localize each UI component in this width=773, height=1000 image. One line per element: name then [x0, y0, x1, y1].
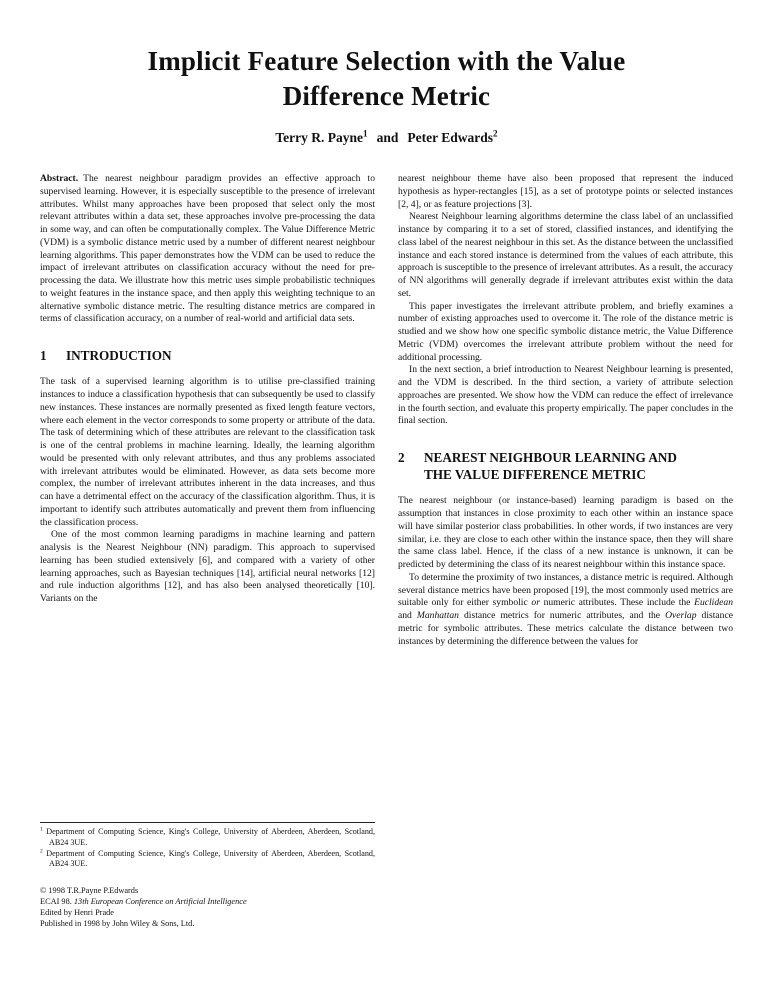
section-1-paragraph-2: One of the most common learning paradigms in machine learning and pattern analysis is the Nearest Neighbour (NN) paradigm. This approach to supervised learning has been studied extensively [6], and compared with a variety of other learning approaches, such as Bayesian techniques [14], artificial neural networks [12] and rule induction algorithms [12], and has also been analysed theoretically [10]. Variants on the: [40, 529, 375, 604]
imprint-publisher-line: Published in 1998 by John Wiley & Sons, Ltd.: [40, 919, 195, 929]
abstract: [40, 173, 375, 326]
abstract-label: Abstract.: [40, 173, 79, 185]
footnote-2-text: Department of Computing Science, King's College, University of Aberdeen, Aberdeen, Scotland, AB24 3UE.: [46, 848, 375, 869]
left-column-footer: [40, 822, 375, 929]
authors-conjunction: and: [376, 130, 399, 146]
author-2: Peter Edwards: [407, 130, 494, 146]
imprint-conference-line: [40, 896, 375, 907]
paragraph-text: distance metrics for numeric attributes, and the: [458, 610, 666, 622]
abstract-text: The nearest neighbour paradigm provides an effective approach to supervised learning. However, it is especially susceptible to the presence of irrelevant attributes. Whilst many approaches have been proposed that select only the most relevant attributes within a data set, these approaches involve pre-processing the data in some way, and can often be computationally complex. The Value Difference Metric (VDM) is a symbolic distance metric used by a number of different nearest neighbour learning algorithms. This paper demonstrates how the VDM can be used to reduce the impact of irrelevant attributes on classification accuracy without the need for pre-processing the data. We illustrate how this metric uses simple probabilistic techniques to weight features in the instance space, and then apply this weighting technique to an alternative symbolic distance metric. The resulting distance metrics are compared in terms of classification accuracy, on a number of real-world and artificial data sets.: [40, 173, 375, 325]
italic-term-or: or: [531, 597, 540, 609]
imprint-copyright-line: © 1998 T.R.Payne P.Edwards: [40, 885, 139, 895]
footnote-2: [40, 849, 375, 870]
footnote-1: [40, 827, 375, 848]
section-1-number: 1: [40, 348, 47, 364]
section-2-paragraph-1: The nearest neighbour (or instance-based) learning paradigm is based on the assumption that instances in close proximity to each other within an instance space will have similar posterior class probabilities. In other words, if two instances are very similar, i.e. they are close to each other within the instance space, then they will share the same class label. Hence, if the class of a new instance is unknown, it can be predicted by determining the class of its nearest neighbour within this instance space.: [398, 495, 733, 571]
paragraph-text: and: [398, 610, 417, 622]
author-1-affiliation-marker: 1: [363, 128, 368, 139]
italic-term-manhattan: Manhattan: [416, 610, 459, 622]
paragraph-text: distance metric for symbolic attributes. These metrics calculate the distance between two instances by determining the difference between the values for: [398, 610, 733, 647]
imprint-block: [40, 885, 375, 929]
left-column: [40, 173, 375, 929]
footnotes-block: [40, 822, 375, 870]
imprint-editor-line: Edited by Henri Prade: [40, 908, 114, 918]
author-2-affiliation-marker: 2: [493, 128, 498, 139]
italic-term-euclidean: Euclidean: [694, 597, 733, 609]
continuation-paragraph: nearest neighbour theme have also been proposed that represent the induced hypothesis as hyper-rectangles [15], as a set of prototype points or selected instances [2, 4], or as feature projections [3].: [398, 173, 733, 210]
right-paragraph-2: This paper investigates the irrelevant attribute problem, and briefly examines a number of existing approaches used to overcome it. The role of the distance metric is studied and we show how one specific symbolic distance metric, the Value Difference Metric (VDM) overcomes the irrelevant attribute problem without the need for additional processing.: [398, 300, 733, 363]
footnote-2-marker: 2: [40, 847, 43, 854]
section-1-heading: [40, 347, 375, 364]
italic-term-overlap: Overlap: [665, 610, 697, 622]
paper-title: [40, 44, 733, 113]
two-column-body: [40, 173, 733, 929]
imprint-conference-prefix: ECAI 98.: [40, 897, 74, 906]
section-2-heading: [398, 449, 733, 483]
paper-title-line-1: Implicit Feature Selection with the Value: [147, 46, 626, 76]
author-1: Terry R. Payne: [275, 130, 364, 146]
paragraph-text: numeric attributes. These include the: [539, 597, 695, 609]
right-paragraph-3: In the next section, a brief introduction to Nearest Neighbour learning is presented, and the VDM is described. In the third section, a variety of attribute selection approaches are presented. We show how the VDM can reduce the effect of irrelevance in the fourth section, and evaluate this property empirically. The paper concludes in the final section.: [398, 364, 733, 427]
authors-line: [40, 130, 733, 146]
section-2-title: NEAREST NEIGHBOUR LEARNING AND THE VALUE DIFFERENCE METRIC: [424, 450, 677, 483]
conference-name-italic: 13th European Conference on Artificial Intelligence: [73, 897, 247, 906]
footnote-1-marker: 1: [40, 826, 43, 833]
section-2-number: 2: [398, 450, 405, 466]
paragraph-text: To determine the proximity of two instances, a distance metric is required. Although several distance metrics have been proposed [19], the most commonly used metrics are suitable only for either symbolic: [398, 571, 733, 609]
right-paragraph-1: Nearest Neighbour learning algorithms determine the class label of an unclassified instance by comparing it to a set of stored, classified instances, and identifying the class label of the nearest neighbour in this set. As the distance between the unclassified instance and each stored instance is determined from the values of each attribute, this approach is susceptible to the presence of irrelevant attributes. As a result, the accuracy of NN algorithms will generally degrade if irrelevant attributes exist within the data set.: [398, 211, 733, 299]
section-1-title: INTRODUCTION: [66, 348, 172, 364]
right-column: [398, 173, 733, 929]
paper-title-line-2: Difference Metric: [282, 80, 491, 111]
section-2-paragraph-2: [398, 572, 733, 649]
footnote-1-text: Department of Computing Science, King's College, University of Aberdeen, Aberdeen, Scotland, AB24 3UE.: [46, 827, 375, 847]
section-1-paragraph-1: The task of a supervised learning algorithm is to utilise pre-classified training instances to induce a classification hypothesis that can subsequently be used to classify new instances. These instances are normally presented as fixed length feature vectors, where each element in the vector corresponds to some property or attribute of the data. The task of determining which of these attributes are relevant to the classification task is one of the central problems in machine learning. Ideally, the learning algorithm would be presented with only relevant attributes, and thus any problems associated with irrelevant attributes would be eliminated. However, as data sets become more complex, the number of irrelevant attributes inherent in the data increases, and thus can have a detrimental effect on the accuracy of the classification algorithm. Thus, it is important to identify such attributes automatically and prevent them from influencing the classification process.: [40, 376, 375, 528]
